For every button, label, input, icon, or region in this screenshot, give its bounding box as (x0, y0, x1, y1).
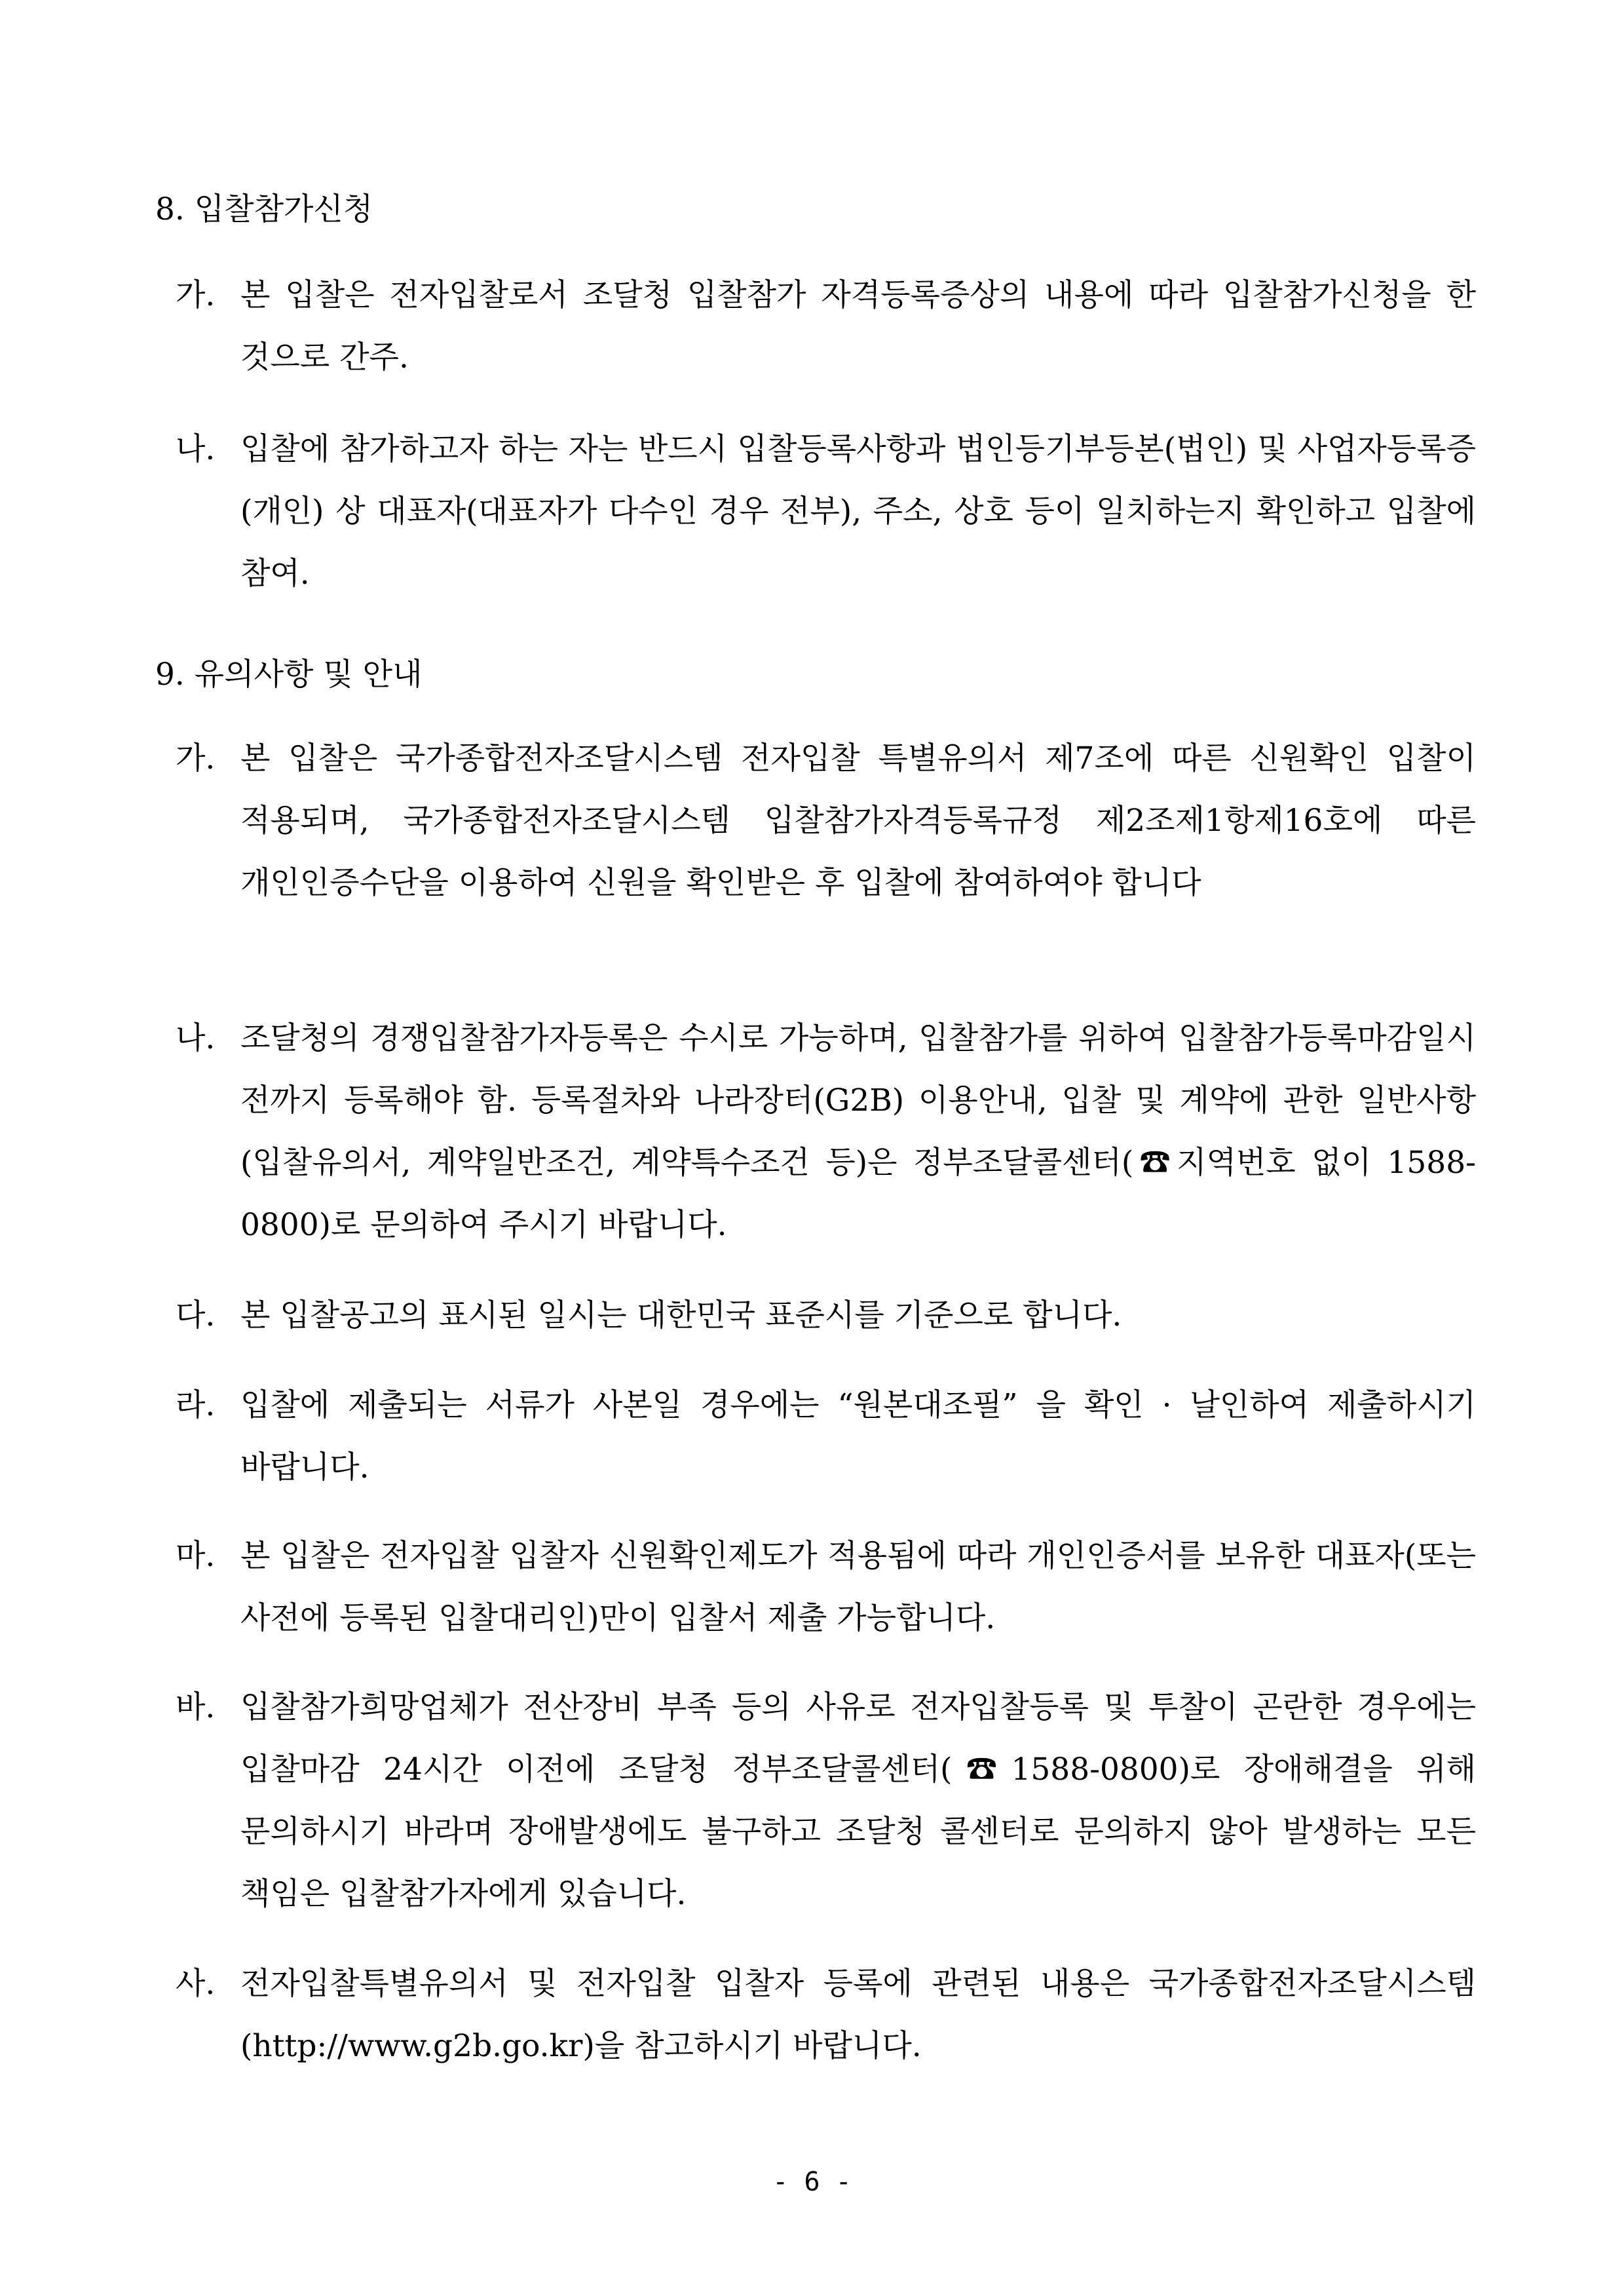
item-text: 본 입찰공고의 표시된 일시는 대한민국 표준시를 기준으로 합니다. (240, 1297, 1122, 1333)
item-marker: 나. (176, 1020, 216, 1056)
item-marker: 가. (176, 277, 216, 313)
item-text: 본 입찰은 국가종합전자조달시스템 전자입찰 특별유의서 제7조에 따른 신원확인 입찰이 적용되며, 국가종합전자조달시스템 입찰참가자격등록규정 제2조제1항제16호에 따른 개인인증수단을 이용하여 신원을 확인받은 후 입찰에 참여하여야 합니다 (240, 740, 1476, 901)
item-marker: 사. (176, 1966, 216, 2002)
item-text: 본 입찰은 전자입찰 입찰자 신원확인제도가 적용됨에 따라 개인인증서를 보유한 대표자(또는 사전에 등록된 입찰대리인)만이 입찰서 제출 가능합니다. (240, 1538, 1476, 1636)
section-9-item-ba (176, 1676, 1476, 1925)
section-9-item-sa (176, 1953, 1476, 2077)
item-text: 조달청의 경쟁입찰참가자등록은 수시로 가능하며, 입찰참가를 위하여 입찰참가등록마감일시 전까지 등록해야 함. 등록절차와 나라장터(G2B) 이용안내, 입찰 및 계약에 관한 일반사항(입찰유의서, 계약일반조건, 계약특수조건 등)은 정부조달콜센터(☎지역번호 없이 1588-0800)로 문의하여 주시기 바랍니다. (240, 1020, 1476, 1243)
section-8-heading: 8. 입찰참가신청 (155, 191, 373, 227)
section-9-item-na (176, 1007, 1476, 1256)
section-9-item-da (176, 1284, 1476, 1347)
item-marker: 나. (176, 431, 216, 467)
item-marker: 다. (176, 1297, 216, 1333)
item-text: 전자입찰특별유의서 및 전자입찰 입찰자 등록에 관련된 내용은 국가종합전자조달시스템(http://www.g2b.go.kr)을 참고하시기 바랍니다. (240, 1966, 1476, 2064)
section-8-item-na (176, 418, 1476, 605)
section-9-item-ra (176, 1374, 1476, 1499)
section-9-heading: 9. 유의사항 및 안내 (155, 657, 423, 693)
section-8-item-ga (176, 264, 1476, 389)
item-text: 입찰에 참가하고자 하는 자는 반드시 입찰등록사항과 법인등기부등본(법인) 및 사업자등록증(개인) 상 대표자(대표자가 다수인 경우 전부), 주소, 상호 등이 일치하는지 확인하고 입찰에 참여. (240, 431, 1476, 592)
item-marker: 바. (176, 1689, 216, 1725)
item-text: 입찰에 제출되는 서류가 사본일 경우에는 “원본대조필” 을 확인 · 날인하여 제출하시기 바랍니다. (240, 1387, 1476, 1485)
item-text: 입찰참가희망업체가 전산장비 부족 등의 사유로 전자입찰등록 및 투찰이 곤란한 경우에는 입찰마감 24시간 이전에 조달청 정부조달콜센터(☎1588-0800)로 장애해결을 위해 문의하시기 바라며 장애발생에도 불구하고 조달청 콜센터로 문의하지 않아 발생하는 모든 책임은 입찰참가자에게 있습니다. (240, 1689, 1476, 1912)
page-number: - 6 - (772, 2167, 852, 2197)
section-9-item-ma (176, 1525, 1476, 1649)
item-marker: 가. (176, 740, 216, 776)
item-marker: 마. (176, 1538, 216, 1574)
item-marker: 라. (176, 1387, 216, 1423)
section-9-item-ga (176, 727, 1476, 914)
item-text: 본 입찰은 전자입찰로서 조달청 입찰참가 자격등록증상의 내용에 따라 입찰참가신청을 한 것으로 간주. (240, 277, 1476, 375)
